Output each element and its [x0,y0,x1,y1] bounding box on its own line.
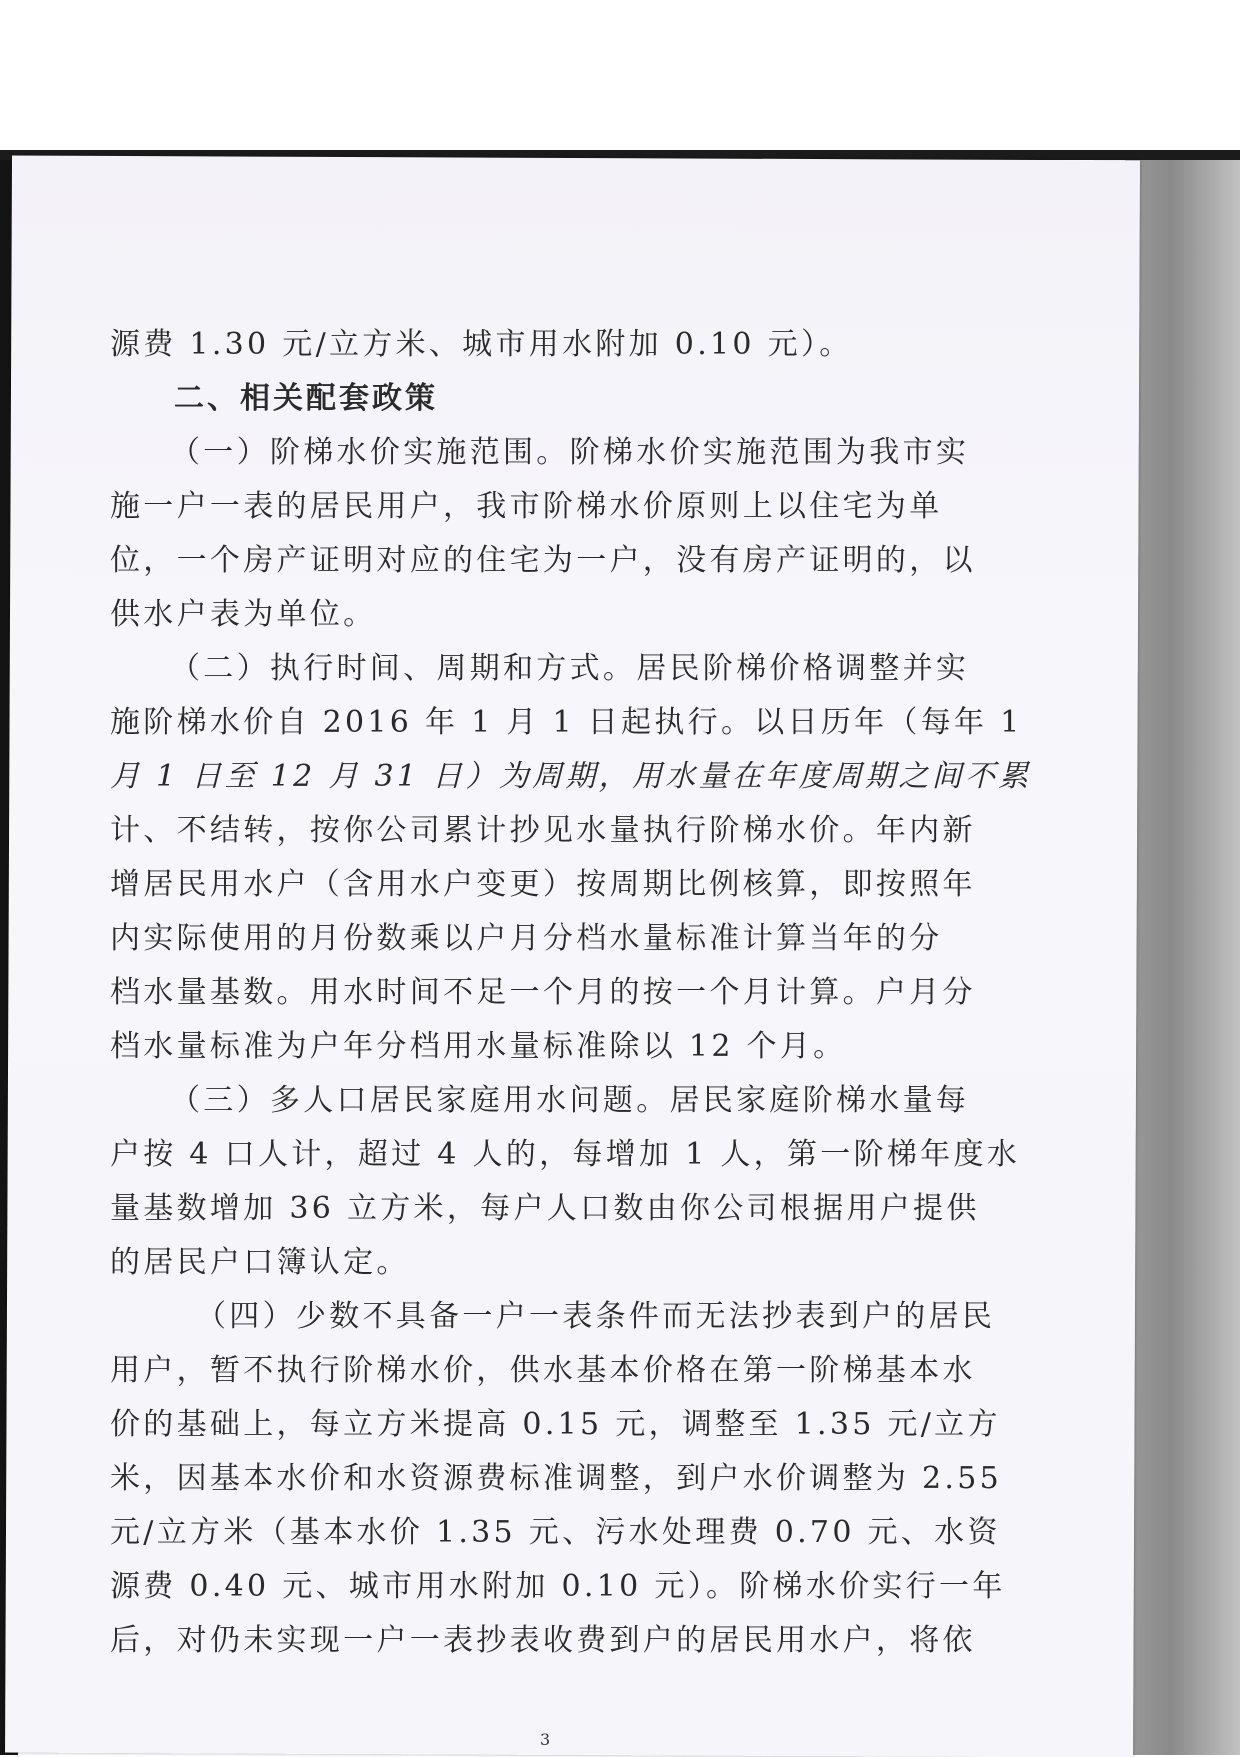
paragraph-2-line-2: 施阶梯水价自 2016 年 1 月 1 日起执行。以日历年（每年 1 [110,705,1023,740]
paragraph-4-line-7: 后，对仍未实现一户一表抄表收费到户的居民用水户，将依 [110,1623,976,1658]
paragraph-2-line-4: 计、不结转，按你公司累计抄见水量执行阶梯水价。年内新 [110,813,976,848]
paragraph-3-line-2: 户按 4 口人计，超过 4 人的，每增加 1 人，第一阶梯年度水 [110,1137,1021,1172]
paragraph-1-line-3: 位，一个房产证明对应的住宅为一户，没有房产证明的，以 [110,543,976,578]
paragraph-2-line-8: 档水量标准为户年分档用水量标准除以 12 个月。 [110,1029,847,1064]
paragraph-1-line-4: 供水户表为单位。 [110,597,377,632]
paragraph-4-line-3: 价的基础上，每立方米提高 0.15 元，调整至 1.35 元/立方 [110,1407,1001,1442]
paragraph-1-line-2: 施一户一表的居民用户，我市阶梯水价原则上以住宅为单 [110,489,943,524]
paragraph-4-line-2: 用户，暂不执行阶梯水价，供水基本价格在第一阶梯基本水 [110,1353,976,1388]
page-number: 3 [540,1730,551,1749]
paragraph-3-line-4: 的居民户口簿认定。 [110,1245,410,1280]
paragraph-2-line-1: （二）执行时间、周期和方式。居民阶梯价格调整并实 [170,651,970,686]
paragraph-1-line-1: （一）阶梯水价实施范围。阶梯水价实施范围为我市实 [170,435,970,470]
paragraph-4-line-1: （四）少数不具备一户一表条件而无法抄表到户的居民 [196,1299,996,1334]
paragraph-3-line-3: 量基数增加 36 立方米，每户人口数由你公司根据用户提供 [110,1191,980,1226]
scan-top-margin [0,0,1240,150]
section-heading: 二、相关配套政策 [174,381,438,416]
text-line: 源费 1.30 元/立方米、城市用水附加 0.10 元）。 [110,327,853,362]
document-body [110,318,1032,1668]
paragraph-4-line-4: 米，因基本水价和水资源费标准调整，到户水价调整为 2.55 [110,1461,1003,1496]
scan-right-background [1125,160,1240,1755]
paragraph-4-line-6: 源费 0.40 元、城市用水附加 0.10 元）。阶梯水价实行一年 [110,1569,1006,1604]
paragraph-2-line-3: 月 1 日至 12 月 31 日）为周期，用水量在年度周期之间不累 [110,759,1032,794]
paragraph-3-line-1: （三）多人口居民家庭用水问题。居民家庭阶梯水量每 [170,1083,970,1118]
paragraph-2-line-6: 内实际使用的月份数乘以户月分档水量标准计算当年的分 [110,921,943,956]
paragraph-4-line-5: 元/立方米（基本水价 1.35 元、污水处理费 0.70 元、水资 [110,1515,1001,1550]
paragraph-2-line-7: 档水量基数。用水时间不足一个月的按一个月计算。户月分 [110,975,976,1010]
paragraph-2-line-5: 增居民用水户（含用水户变更）按周期比例核算，即按照年 [110,867,976,902]
